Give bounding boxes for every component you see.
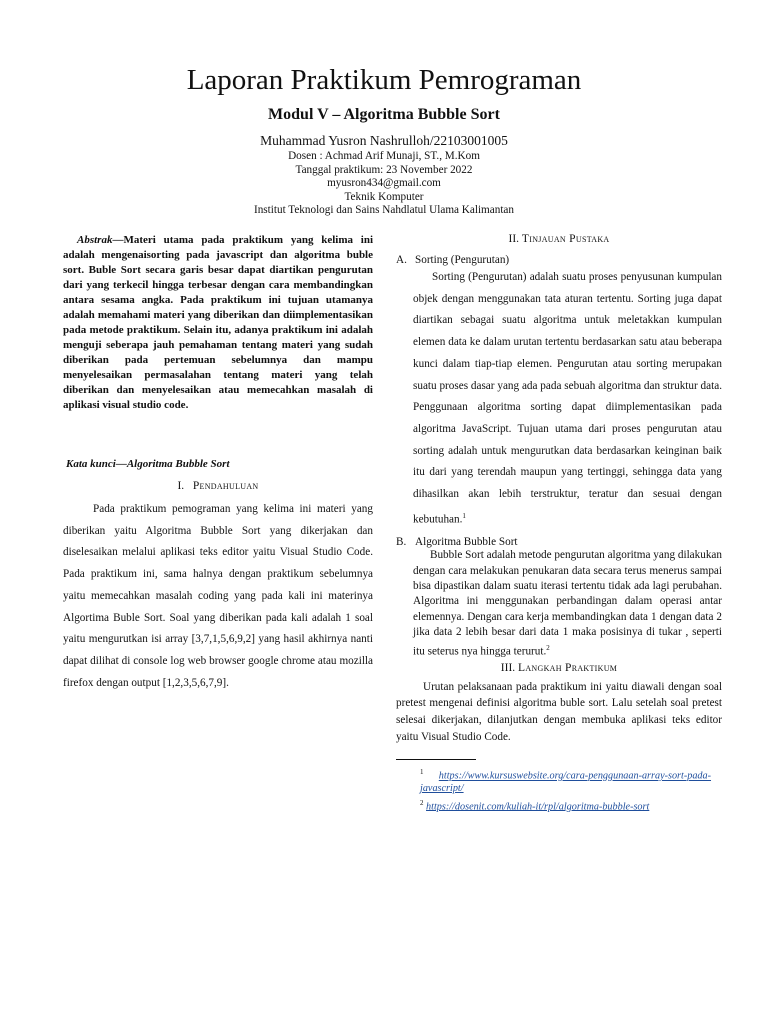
footnote-link[interactable]: https://dosenit.com/kuliah-it/rpl/algoritma-bubble-sort [426, 800, 650, 812]
bubble-sort-text: Bubble Sort adalah metode pengurutan algoritma yang dilakukan dengan cara melakukan penukaran data secara terus menerus sampai bisa dipastikan dalam suatu iterasi tertentu tidak ada lagi perubahan. Algoritma ini menggunakan perbandingan dalam operasi antar elemennya. Dengan cara kerja membandingkan data 1 dengan data 2 jika data 2 lebih besar dari data 1 maka posisinya di tukar , seperti itu seterus nya hingga terurut. [413, 549, 722, 658]
section-title: Tinjauan Pustaka [521, 233, 610, 245]
footnote-number: 1 [420, 768, 424, 777]
keywords: Kata kunci—Algoritma Bubble Sort [66, 458, 230, 470]
abstract-text: Materi utama pada praktikum yang kelima ini adalah mengenaisorting pada javascript dan algoritma buble sort. Buble Sort secara garis besar dapat diartikan pengurutan dari yang terkecil hingga terbesar dengan cara membandingkan antara sesama angka. Pada praktikum ini tujuan utamanya adalah memahami materi yang diberikan dan diimplementasikan pada metode praktikum. Selain itu, adanya praktikum ini adalah menguji seberapa jauh pemahaman tentang materi yang sudah diberikan pada pertemuan sebelumnya dan mampu menyelesaikan permasalahan tentang materi yang telah diberikan dan menyelesaikan atau memecahkan masalah di aplikasi visual studio code. [63, 234, 373, 411]
subsection-title: Sorting (Pengurutan) [415, 254, 510, 266]
subsection-letter: B. [396, 536, 407, 549]
introduction-paragraph: Pada praktikum pemograman yang kelima ini materi yang diberikan yaitu Algoritma Bubble Sort yang dikerjakan dan diselesaikan melalui aplikasi teks editor yaitu Visual Studio Code. Pada praktikum ini, sama halnya dengan praktikum sebelumnya yaitu memecahkan masalah coding yang pada kali ini materinya Algortima Buble Sort. Soal yang diberikan pada kali adalah 1 soal yaitu mengurutkan isi array [3,7,1,5,6,9,2] yang hasil akhirnya nanti dapat dilihat di console log web browser google chrome atau mozilla firefox dengan output [1,2,3,5,6,7,9]. [63, 503, 373, 689]
subsection-a-heading [396, 254, 722, 266]
section-title: Langkah Praktikum [518, 661, 618, 674]
steps-paragraph: Urutan pelaksanaan pada praktikum ini yaitu diawali dengan soal pretest mengenai definisi algoritma buble sort. Lalu setelah soal pretest selesai dikerjakan, dilanjutkan dengan membuka aplikasi teks editor yaitu Visual Studio Code. [396, 680, 722, 743]
footnote-1 [396, 766, 722, 795]
date-line: Tanggal praktikum: 23 November 2022 [295, 163, 473, 176]
subsection-letter: A. [396, 254, 407, 266]
footnote-2 [396, 797, 722, 814]
paper-subtitle: Modul V – Algoritma Bubble Sort [268, 106, 500, 123]
email-line: myusron434@gmail.com [327, 177, 441, 189]
abstract-dash: — [112, 234, 124, 246]
bubble-sort-paragraph [413, 548, 722, 660]
section-number: II. [508, 233, 520, 245]
section-heading-1 [63, 480, 373, 492]
footnote-ref[interactable]: 2 [546, 643, 550, 652]
paper-title: Laporan Praktikum Pemrograman [186, 64, 582, 96]
footnote-divider [396, 759, 476, 760]
department-line: Teknik Komputer [344, 190, 424, 203]
author-line: Muhammad Yusron Nashrulloh/22103001005 [260, 133, 508, 148]
section-heading-3 [396, 662, 722, 674]
sorting-paragraph [413, 267, 722, 531]
footnote-number: 2 [420, 798, 424, 807]
section-number: III. [500, 661, 516, 674]
section-number: I. [177, 480, 185, 492]
right-column [396, 233, 722, 813]
section-heading-2 [396, 233, 722, 245]
sorting-text: Sorting (Pengurutan) adalah suatu proses penyusunan kumpulan objek dengan menggunakan tata aturan tertentu. Sorting juga dapat diartikan sebagai suatu algoritma untuk meletakkan kumpulan elemen data ke dalam urutan tertentu berdasarkan satu atau beberapa kunci dalam tiap-tiap elemen. Pengurutan atau sorting merupakan suatu proses dasar yang ada pada sebuah algoritma dan struktur data. Penggunaan algoritma sorting dapat diimplementasikan pada algoritma JavaScript. Tujuan utama dari proses pengurutan atau sorting adalah untuk mengurutkan data berdasarkan keinginan baik itu dari yang terendah maupun yang tertinggi, sehingga data yang dihasilkan akan lebih terstruktur, teratur dan sesuai dengan kebutuhan. [413, 271, 722, 526]
footnote-ref[interactable]: 1 [462, 511, 466, 520]
author-meta [0, 150, 768, 218]
subsection-title: Algoritma Bubble Sort [415, 536, 518, 549]
institution-line: Institut Teknologi dan Sains Nahdlatul Ulama Kalimantan [253, 204, 514, 216]
footnote-link[interactable]: https://www.kursuswebsite.org/cara-penggunaan-array-sort-pada-javascript/ [420, 770, 712, 795]
subsection-b-heading [396, 536, 722, 548]
section-title: Pendahuluan [192, 480, 259, 492]
left-column [63, 233, 373, 694]
abstract-paragraph [63, 233, 373, 413]
lecturer-line: Dosen : Achmad Arif Munaji, ST., M.Kom [288, 150, 480, 162]
abstract-label: Abstrak [77, 234, 113, 246]
